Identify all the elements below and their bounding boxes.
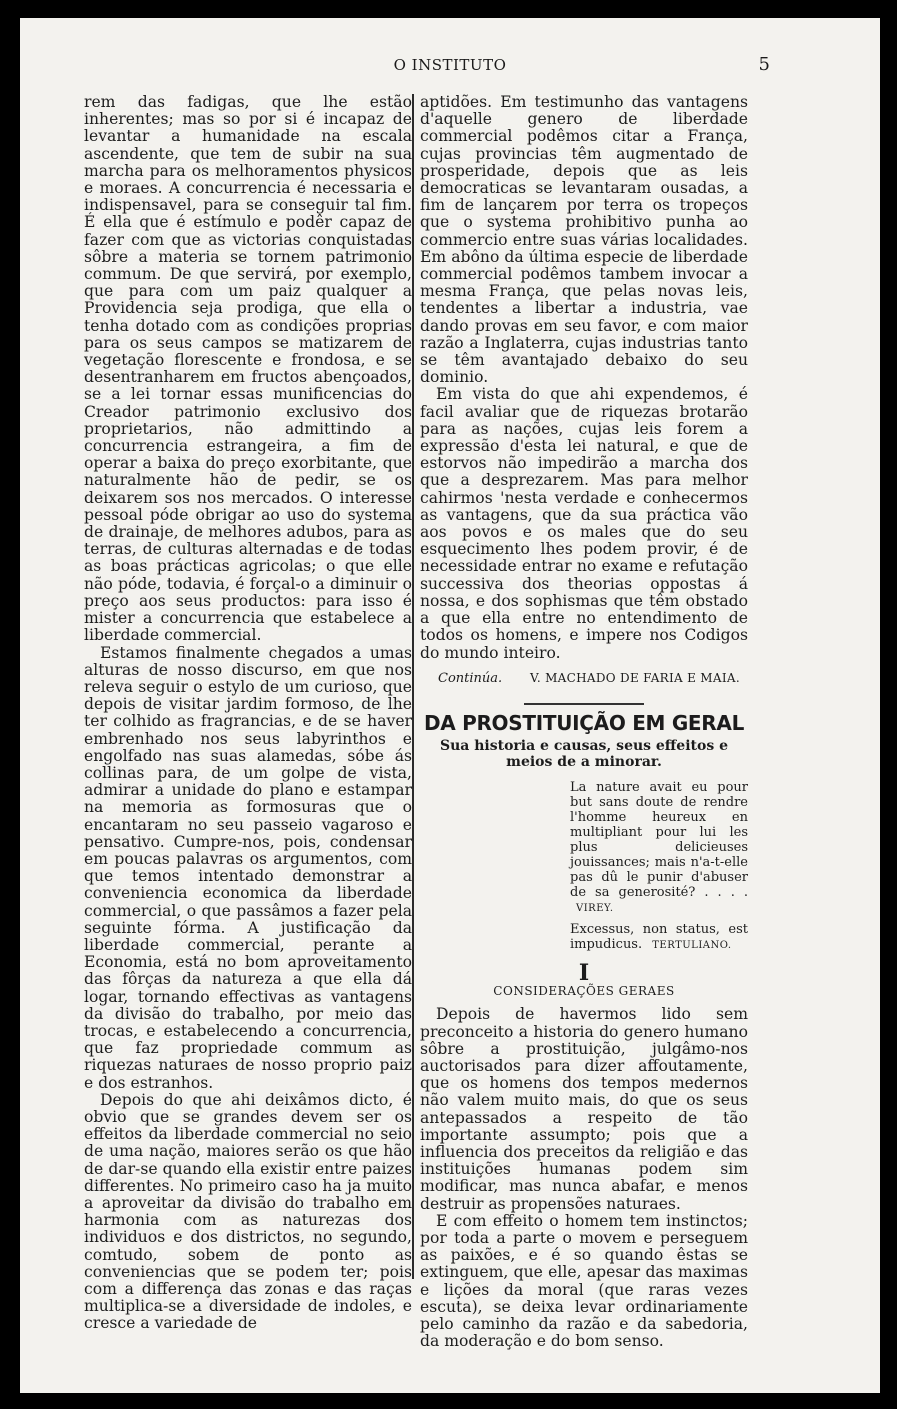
epigraph-author: TERTULIANO. — [652, 940, 732, 952]
column-divider — [412, 94, 414, 1279]
newspaper-page — [20, 18, 880, 1393]
running-title: O INSTITUTO — [393, 56, 507, 74]
section-paragraph-1: Depois de havermos lido sem preconceito a historia do genero humano sôbre a prostituição, julgâmo-nos auctorisados para dizer affoutamente, que os homens dos tempos medernos não valem muito mais, do que os seus antepassados a respeito de tão importante assumpto; pois que a influencia dos preceitos da religião e das instituições humanas podem sim modificar, mas nunca abafar, e menos destruir as propensões naturaes. — [420, 1005, 748, 1213]
epigraph-text: La nature avait eu pour but sans doute de rendre l'homme heureux en multipliant pour lui les plus delicieuses jouissances; mais n'a-t-elle pas dû le punir d'abuser de sa generosité? . . . . — [570, 780, 748, 901]
left-paragraph-3: Depois do que ahi deixâmos dicto, é obvio que se grandes devem ser os effeitos da liberdade commercial no seio de uma nação, maiores serão os que hão de dar-se quando ella existir entre paizes differentes. No primeiro caso ha ja muito a aproveitar da divisão do trabalho em harmonia com as naturezas dos individuos e dos districtos, no segundo, comtudo, sobem de ponto as conveniencias que se podem ter; pois com a differença das zonas e das raças multiplica-se a diversidade de indoles, e cresce a variedade de — [84, 1090, 412, 1333]
epigraph-tertuliano — [570, 922, 748, 953]
continua-label: Continúa. — [438, 670, 503, 686]
section-paragraph-2: E com effeito o homem tem instinctos; por toda a parte o movem e perseguem as paixões, e é so quando êstas se extinguem, que elle, apesar das maximas e lições da moral (que raras vezes escuta), se deixa levar ordinariamente pelo caminho da razão e da sabedoria, da moderação e do bom senso. — [420, 1211, 748, 1351]
article-author: V. MACHADO DE FARIA E MAIA. — [530, 670, 740, 685]
page-number: 5 — [758, 54, 770, 75]
signature-line — [420, 670, 748, 687]
section-rule — [524, 703, 644, 705]
right-paragraph-1: aptidões. Em testimunho das vantagens d'aquelle genero de liberdade commercial podêmos citar a França, cujas provincias têm augmentado de prosperidade, depois que as leis democraticas se levantaram ousadas, a fim de lançarem por terra os tropeços que o systema prohibitivo punha ao commercio entre suas várias localidades. Em abôno da última especie de liberdade commercial podêmos tambem invocar a mesma França, que pelas novas leis, tendentes a libertar a industria, vae dando provas em seu favor, e com maior razão a Inglaterra, cujas industrias tanto se têm avantajado debaixo do seu dominio. — [420, 93, 748, 387]
left-column — [84, 94, 412, 1333]
epigraph-author: VIREY. — [576, 903, 614, 915]
epigraph-text: Excessus, non status, est impudicus. — [570, 922, 748, 953]
section-title: CONSIDERAÇÕES GERAES — [493, 984, 675, 999]
right-column — [420, 94, 748, 1350]
article-title: DA PROSTITUIÇÃO EM GERAL — [423, 710, 745, 735]
article-subtitle: Sua historia e causas, seus effeitos e meios de a minorar. — [439, 738, 728, 771]
left-paragraph-1: rem das fadigas, que lhe estão inherentes; mas so por si é incapaz de levantar a humanidade na escala ascendente, que tem de subir na sua marcha para os melhoramentos physicos e moraes. A concurrencia é necessaria e indispensavel, para se conseguir tal fim. É ella que é estímulo e podêr capaz de fazer com que as victorias conquistadas sôbre a materia se tornem patrimonio commum. De que servirá, por exemplo, que para com um paiz qualquer a Providencia seja prodiga, que ella o tenha dotado com as condições proprias para os seus campos se matizarem de vegetação florescente e frondosa, e se desentranharem em fructos abençoados, se a lei tornar essas munificencias do Creador patrimonio exclusivo dos proprietarios, não admittindo a concurrencia estrangeira, a fim de operar a baixa do preço exorbitante, que naturalmente hão de pedir, se os deixarem sos nos mercados. O interesse pessoal póde obrigar ao uso do systema de drainaje, de melhores adubos, para as terras, de culturas alternadas e de todas as boas prácticas agricolas; o que elle não póde, todavia, é forçal-o a diminuir o preço aos seus productos: para isso é mister a concurrencia que estabelece a liberdade commercial. — [84, 93, 412, 645]
left-paragraph-2: Estamos finalmente chegados a umas alturas de nosso discurso, em que nos releva seguir o estylo de um curioso, que depois de visitar jardim formoso, de lhe ter colhido as fragrancias, e de se haver embrenhado nos seus labyrinthos e engolfado nas suas alamedas, sóbe ás collinas para, de um golpe de vista, admirar a unidade do plano e estampar na memoria as formosuras que o encantaram no seu passeio vagaroso e pensativo. Cumpre-nos, pois, condensar em poucas palavras os argumentos, com que temos intentado demonstrar a conveniencia economica da liberdade commercial, o que passâmos a fazer pela seguinte fórma. A justificação da liberdade commercial, perante a Economia, está no bom aproveitamento das fôrças da natureza a que ella dá logar, tornando effectivas as vantagens da divisão do trabalho, por meio das trocas, e estabelecendo a concurrencia, que faz propriedade commum as riquezas naturaes de nosso proprio paiz e dos estranhos. — [84, 643, 412, 1092]
right-paragraph-2: Em vista do que ahi expendemos, é facil avaliar que de riquezas brotarão para as nações, cujas leis forem a expressão d'esta lei natural, e que de estorvos não impedirão a marcha dos que a desprezarem. Mas para melhor cahirmos 'nesta verdade e conhecermos as vantagens, que da sua práctica vão aos povos e os males que do seu esquecimento lhes podem provir, é de necessidade entrar no exame e refutação successiva dos theorias oppostas á nossa, e dos sophismas que têm obstado a que ella entre no entendimento de todos os homens, e impere nos Codigos do mundo inteiro. — [420, 385, 748, 662]
epigraph-virey — [570, 780, 748, 916]
section-numeral: I — [578, 960, 590, 987]
page-header — [20, 56, 880, 86]
